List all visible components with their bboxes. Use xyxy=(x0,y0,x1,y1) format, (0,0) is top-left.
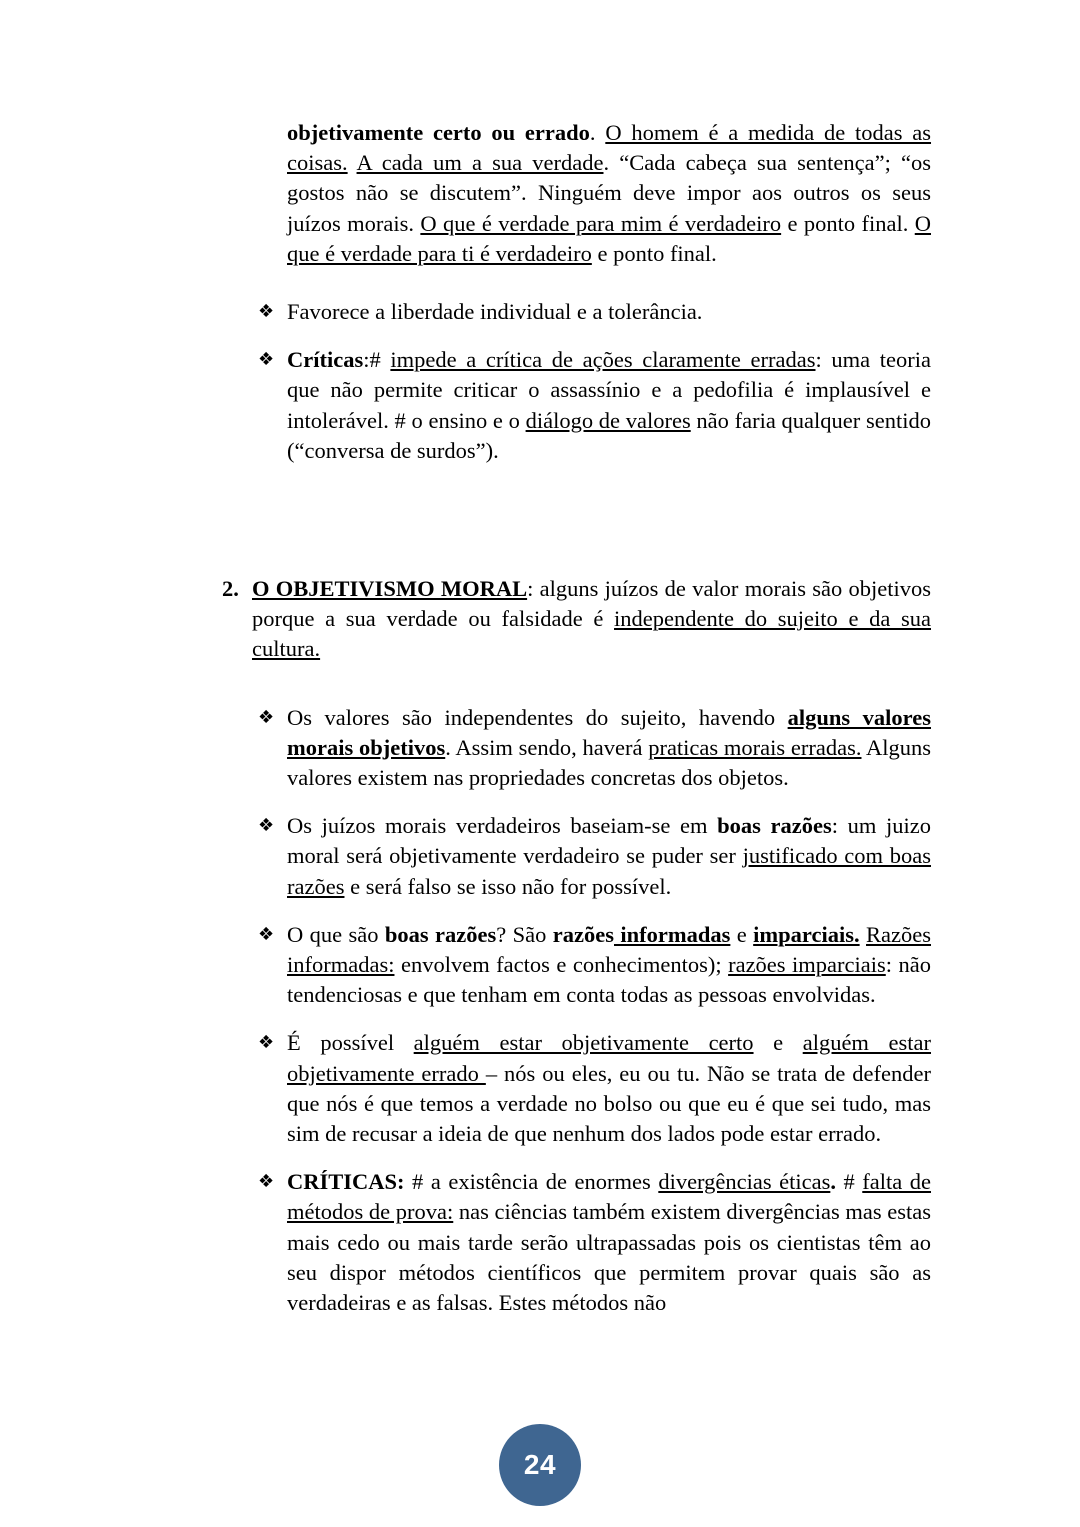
section-2-underline-1: independente do sujeito e da sua cultura. xyxy=(252,606,931,662)
page-content xyxy=(222,118,931,1318)
boasrazoes-text-3: e xyxy=(730,921,754,947)
juizos-bold-1: boas razões xyxy=(717,813,832,839)
page-number-label: 24 xyxy=(523,1449,557,1480)
valores-text-2: . Assim sendo, haverá xyxy=(445,734,649,760)
spacer xyxy=(222,269,931,297)
section-2-number: 2. xyxy=(222,576,239,602)
possivel-text-1: É possível xyxy=(287,1030,414,1056)
valores-text-1: Os valores são independentes do sujeito, havendo xyxy=(287,704,788,730)
diamond-bullet-icon: ❖ xyxy=(258,923,275,945)
boasrazoes-text-2: ? São xyxy=(496,921,553,947)
spacer xyxy=(222,902,931,920)
intro-lead-bold: objetivamente certo ou errado xyxy=(287,120,590,145)
criticas-2-text-1: # a existência de enormes xyxy=(404,1169,659,1195)
bullet-item-boas-razoes xyxy=(258,920,931,1011)
intro-underline-2: A cada um a sua verdade xyxy=(356,150,604,176)
boasrazoes-text-1: O que são xyxy=(287,921,385,947)
juizos-underline-1: justificado com boas razões xyxy=(287,843,931,899)
criticas-2-text-3: nas ciências também existem divergências mas estas mais cedo ou mais tarde serão ultrapassadas pois os cientistas têm ao seu dispor métodos científicos que permitem provar quais são as verdadeiras e as falsas. Estes métodos não xyxy=(287,1199,931,1316)
boasrazoes-text-6: : não tendenciosas e que tenham em conta todas as pessoas envolvidas. xyxy=(287,952,931,1008)
bullet-item-e-possivel xyxy=(258,1028,931,1149)
possivel-text-2: e xyxy=(753,1030,803,1056)
criticas-1-text-1: : uma teoria que não permite criticar o assassínio e a pedofilia é implausível e intolerável. # o ensino e o xyxy=(287,347,931,433)
criticas-2-label: CRÍTICAS: xyxy=(287,1169,405,1195)
spacer-section-break xyxy=(222,466,931,574)
criticas-1-label-tail: :# xyxy=(363,347,391,373)
section-2-heading xyxy=(222,574,931,665)
bullet-item-favorece xyxy=(258,297,931,327)
section-2-text-1: : alguns juízos de valor morais são objetivos porque a sua verdade ou falsidade é xyxy=(252,576,931,632)
page-number-badge xyxy=(499,1424,581,1506)
boasrazoes-underline-1: Razões informadas: xyxy=(287,921,931,978)
intro-underline-4: O que é verdade para ti é verdadeiro xyxy=(287,210,931,266)
criticas-1-underline-1: impede a crítica de ações claramente erradas xyxy=(390,347,816,373)
criticas-2-bold-1: . xyxy=(830,1169,836,1195)
intro-underline-1: O homem é a medida de todas as coisas. xyxy=(287,120,932,176)
intro-text-3: e ponto final. xyxy=(591,240,717,266)
diamond-bullet-icon: ❖ xyxy=(258,706,275,728)
boasrazoes-text-5: envolvem factos e conhecimentos); xyxy=(394,952,729,978)
bullet-item-valores xyxy=(258,703,931,794)
spacer xyxy=(222,1010,931,1028)
intro-text-1: . “Cada cabeça sua sentença”; “os gostos não se discutem”. Ninguém deve impor aos outros os seus juízos morais. xyxy=(287,150,931,236)
criticas-1-label: Críticas xyxy=(287,347,364,373)
boasrazoes-bold-underline-2: imparciais. xyxy=(753,921,860,947)
possivel-text-3: – nós ou eles, eu ou tu. Não se trata de defender que nós é que temos a verdade no bolso ou que eu é que sei tudo, mas sim de recusar a ideia de que nenhum dos lados pode estar errado. xyxy=(287,1060,931,1147)
intro-text-2: e ponto final. xyxy=(781,210,915,236)
criticas-1-text-2: não faria qualquer sentido (“conversa de surdos”). xyxy=(287,407,931,463)
bullet-item-criticas-subjetivismo xyxy=(258,345,931,466)
diamond-bullet-icon: ❖ xyxy=(258,1171,275,1193)
section-2-title: O OBJETIVISMO MORAL xyxy=(252,576,528,602)
diamond-bullet-icon: ❖ xyxy=(258,815,275,837)
valores-text-3: Alguns valores existem nas propriedades concretas dos objetos. xyxy=(287,734,931,791)
spacer xyxy=(222,665,931,703)
diamond-bullet-icon: ❖ xyxy=(258,1032,275,1054)
bullet-item-criticas-objetivismo xyxy=(258,1167,931,1318)
juizos-text-1: Os juízos morais verdadeiros baseiam-se em xyxy=(287,813,718,839)
boasrazoes-bold-2: razões xyxy=(552,921,614,947)
diamond-bullet-icon: ❖ xyxy=(258,349,275,371)
intro-underline-3: O que é verdade para mim é verdadeiro xyxy=(420,210,782,236)
intro-space-1 xyxy=(348,150,357,175)
spacer xyxy=(222,327,931,345)
possivel-underline-2: alguém estar objetivamente errado xyxy=(287,1030,931,1086)
juizos-text-3: e será falso se isso não for possível. xyxy=(344,873,672,899)
criticas-2-underline-1: divergências éticas xyxy=(658,1169,831,1195)
boasrazoes-underline-2: razões imparciais xyxy=(728,952,886,978)
spacer xyxy=(222,1149,931,1167)
possivel-underline-1: alguém estar objetivamente certo xyxy=(413,1030,754,1056)
spacer xyxy=(222,793,931,811)
bullet-favorece-text: Favorece a liberdade individual e a tolerância. xyxy=(287,299,703,325)
diamond-bullet-icon: ❖ xyxy=(258,301,275,323)
paragraph-intro-continuation xyxy=(287,118,931,269)
criticas-2-underline-2: falta de métodos de prova: xyxy=(287,1169,931,1225)
boasrazoes-bold-1: boas razões xyxy=(384,921,497,947)
intro-after-lead: . xyxy=(589,120,606,145)
valores-underline-1: praticas morais erradas. xyxy=(648,734,862,760)
criticas-2-text-2: # xyxy=(835,1169,863,1195)
boasrazoes-bold-underline-1: informadas xyxy=(614,921,731,947)
juizos-text-2: : um juizo moral será objetivamente verdadeiro se puder ser xyxy=(287,813,931,869)
criticas-1-underline-2: diálogo de valores xyxy=(525,407,691,433)
valores-bold-underline-1: alguns valores morais objetivos xyxy=(287,704,931,760)
bullet-item-juizos-morais xyxy=(258,811,931,902)
